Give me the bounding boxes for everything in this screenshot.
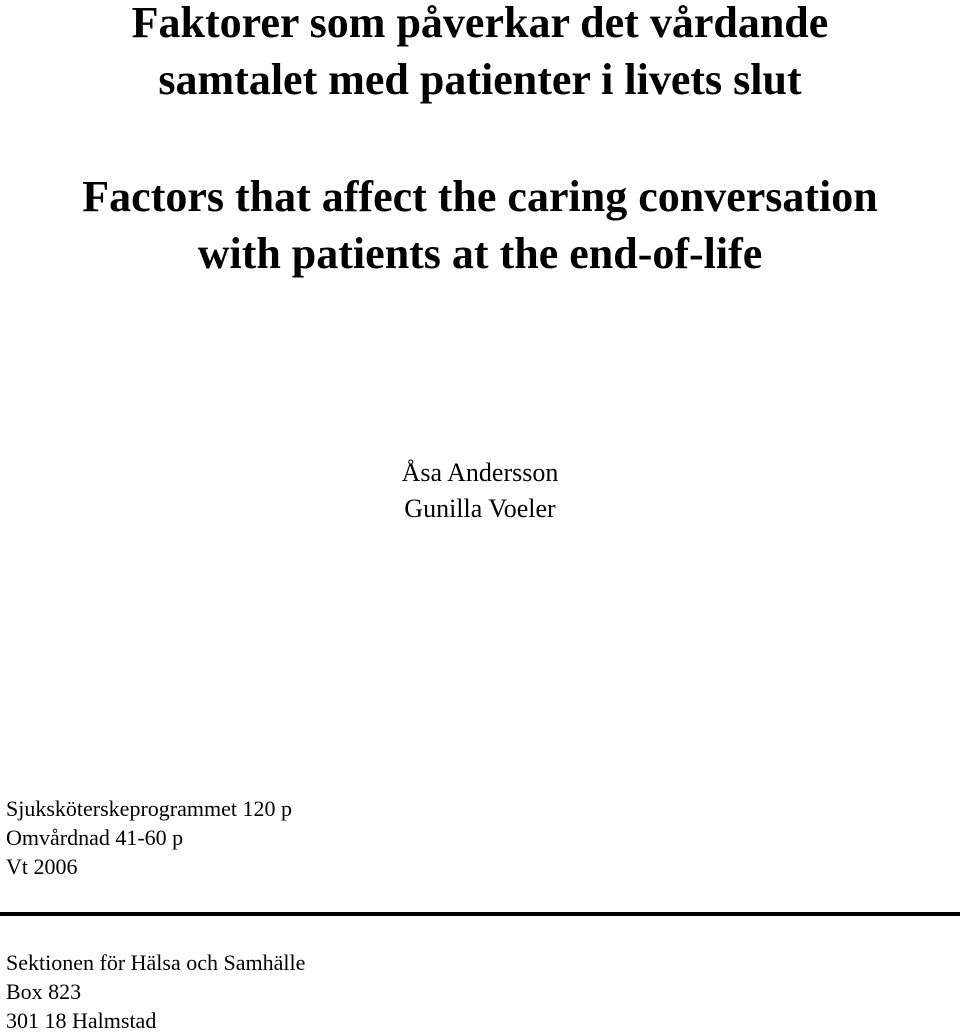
postal-city: 301 18 Halmstad <box>6 1008 157 1033</box>
divider-line <box>0 912 960 916</box>
institution-name: Sektionen för Hälsa och Samhälle <box>6 950 306 975</box>
program-name: Sjuksköterskeprogrammet 120 p <box>6 796 292 821</box>
author-name: Gunilla Voeler <box>404 494 556 523</box>
course-name: Omvårdnad 41-60 p <box>6 825 184 850</box>
institution-address <box>6 948 305 1035</box>
author-list <box>0 455 960 527</box>
author-name: Åsa Andersson <box>401 458 559 487</box>
english-title-line-2: with patients at the end-of-life <box>197 229 763 278</box>
program-info <box>6 794 292 881</box>
postal-box: Box 823 <box>6 979 82 1004</box>
swedish-title-line-2: samtalet med patienter i livets slut <box>158 55 802 104</box>
swedish-title-line-1: Faktorer som påverkar det vårdande <box>131 0 829 47</box>
english-title <box>0 168 960 282</box>
swedish-title <box>0 0 960 108</box>
term: Vt 2006 <box>6 854 78 879</box>
english-title-line-1: Factors that affect the caring conversation <box>82 172 878 221</box>
